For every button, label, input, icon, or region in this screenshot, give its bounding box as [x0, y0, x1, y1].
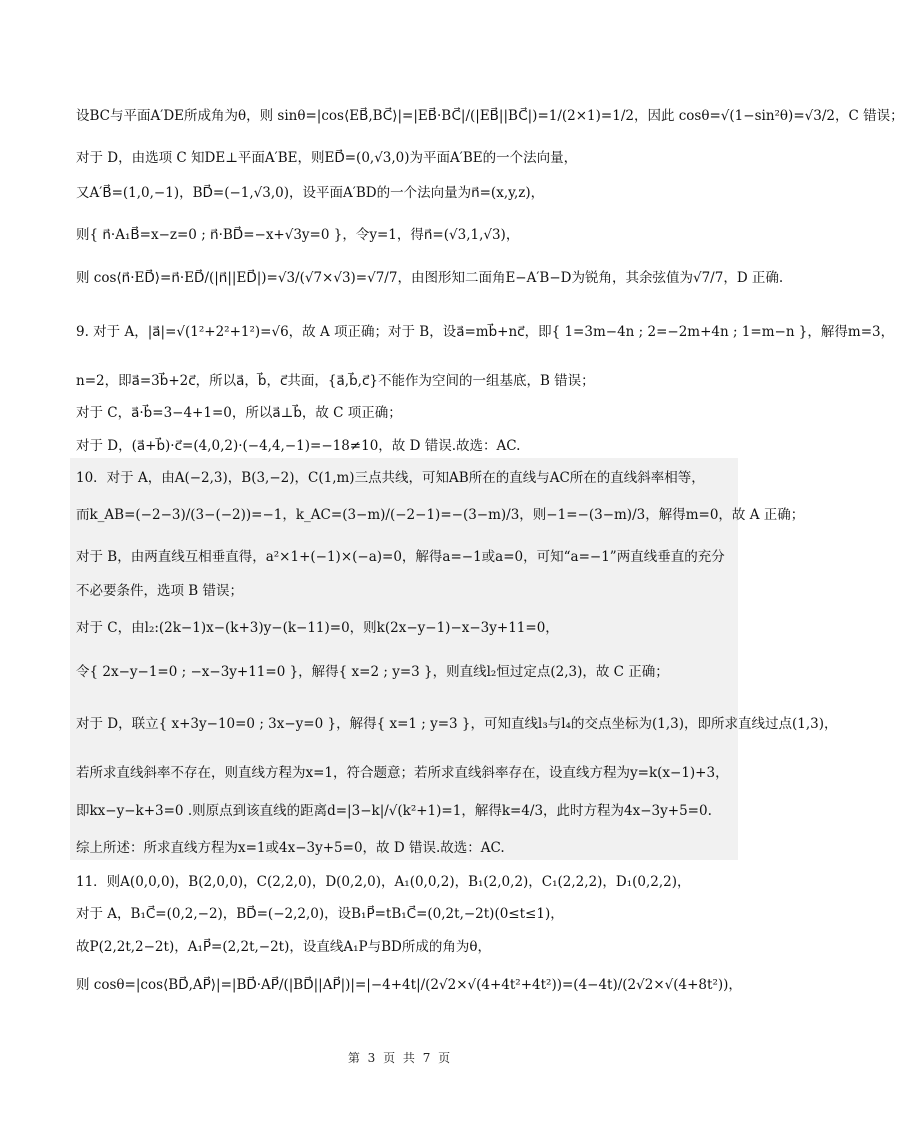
text-line: 不必要条件，选项 B 错误；	[76, 583, 244, 599]
text-line: 设BC与平面A′DE所成角为θ，则 sinθ=|cos⟨EB⃗,BC⃗⟩|=|EB⃗·BC⃗|/(|EB⃗||BC⃗|)=1/(2×1)=1/2，因此 cosθ=√(1−sin²θ)=√3/2，C 错误；	[76, 108, 904, 124]
text-line: 对于 D，由选项 C 知DE⊥平面A′BE，则ED⃗=(0,√3,0)为平面A′BE的一个法向量，	[76, 150, 578, 166]
text-line: 对于 B，由两直线互相垂直得，a²×1+(−1)×(−a)=0，解得a=−1或a=0，可知“a=−1”两直线垂直的充分	[76, 549, 725, 565]
text-line: 对于 D，(a⃗+b⃗)·c⃗=(4,0,2)·(−4,4,−1)=−18≠10，故 D 错误.故选：AC.	[76, 438, 521, 454]
text-line: 9. 对于 A，|a⃗|=√(1²+2²+1²)=√6，故 A 项正确；对于 B，设a⃗=mb⃗+nc⃗，即{ 1=3m−4n ; 2=−2m+4n ; 1=m−n }，解得m=3，	[76, 324, 895, 340]
text-line: n=2，即a⃗=3b⃗+2c⃗，所以a⃗，b⃗，c⃗共面，{a⃗,b⃗,c⃗}不能作为空间的一组基底，B 错误；	[76, 373, 595, 389]
text-line: 综上所述：所求直线方程为x=1或4x−3y+5=0，故 D 错误.故选：AC.	[76, 840, 505, 856]
text-line: 11．则A(0,0,0)，B(2,0,0)，C(2,2,0)，D(0,2,0)，A₁(0,0,2)，B₁(2,0,2)，C₁(2,2,2)，D₁(0,2,2)，	[76, 874, 691, 890]
text-line: 对于 D，联立{ x+3y−10=0 ; 3x−y=0 }，解得{ x=1 ; y=3 }，可知直线l₃与l₄的交点坐标为(1,3)，即所求直线过点(1,3)，	[76, 716, 838, 732]
text-line: 而k_AB=(−2−3)/(3−(−2))=−1，k_AC=(3−m)/(−2−1)=−(3−m)/3，则−1=−(3−m)/3，解得m=0，故 A 正确；	[76, 507, 805, 523]
text-line: 则{ n⃗·A₁B⃗=x−z=0 ; n⃗·BD⃗=−x+√3y=0 }，令y=1，得n⃗=(√3,1,√3)，	[76, 227, 520, 243]
text-line: 若所求直线斜率不存在，则直线方程为x=1，符合题意；若所求直线斜率存在，设直线方程为y=k(x−1)+3，	[76, 765, 729, 781]
text-line: 则 cos⟨n⃗·ED⃗⟩=n⃗·ED⃗/(|n⃗||ED⃗|)=√3/(√7×√3)=√7/7，由图形知二面角E−A′B−D为锐角，其余弦值为√7/7，D 正确.	[76, 270, 784, 286]
text-line: 10．对于 A，由A(−2,3)，B(3,−2)，C(1,m)三点共线，可知AB所在的直线与AC所在的直线斜率相等，	[76, 470, 705, 486]
text-line: 则 cosθ=|cos⟨BD⃗,AP⃗⟩|=|BD⃗·AP⃗/(|BD⃗||AP⃗|)|=|−4+4t|/(2√2×√(4+4t²+4t²))=(4−4t)/(2√2×√(4+8t²))，	[76, 977, 742, 993]
text-line: 对于 C，a⃗·b⃗=3−4+1=0，所以a⃗⊥b⃗，故 C 项正确；	[76, 405, 402, 421]
text-line: 对于 C，由l₂:(2k−1)x−(k+3)y−(k−11)=0，则k(2x−y−1)−x−3y+11=0，	[76, 620, 559, 636]
text-line: 对于 A，B₁C⃗=(0,2,−2)，BD⃗=(−2,2,0)，设B₁P⃗=tB₁C⃗=(0,2t,−2t)(0≤t≤1)，	[76, 906, 564, 922]
text-line: 又A′B⃗=(1,0,−1)，BD⃗=(−1,√3,0)，设平面A′BD的一个法向量为n⃗=(x,y,z)，	[76, 185, 545, 201]
text-line: 令{ 2x−y−1=0 ; −x−3y+11=0 }，解得{ x=2 ; y=3 }，则直线l₂恒过定点(2,3)，故 C 正确；	[76, 664, 669, 680]
text-line: 即kx−y−k+3=0 .则原点到该直线的距离d=|3−k|/√(k²+1)=1，解得k=4/3，此时方程为4x−3y+5=0.	[76, 803, 712, 819]
page-footer: 第 3 页 共 7 页	[347, 1051, 453, 1065]
text-line: 故P(2,2t,2−2t)，A₁P⃗=(2,2t,−2t)，设直线A₁P与BD所成的角为θ，	[76, 939, 491, 955]
